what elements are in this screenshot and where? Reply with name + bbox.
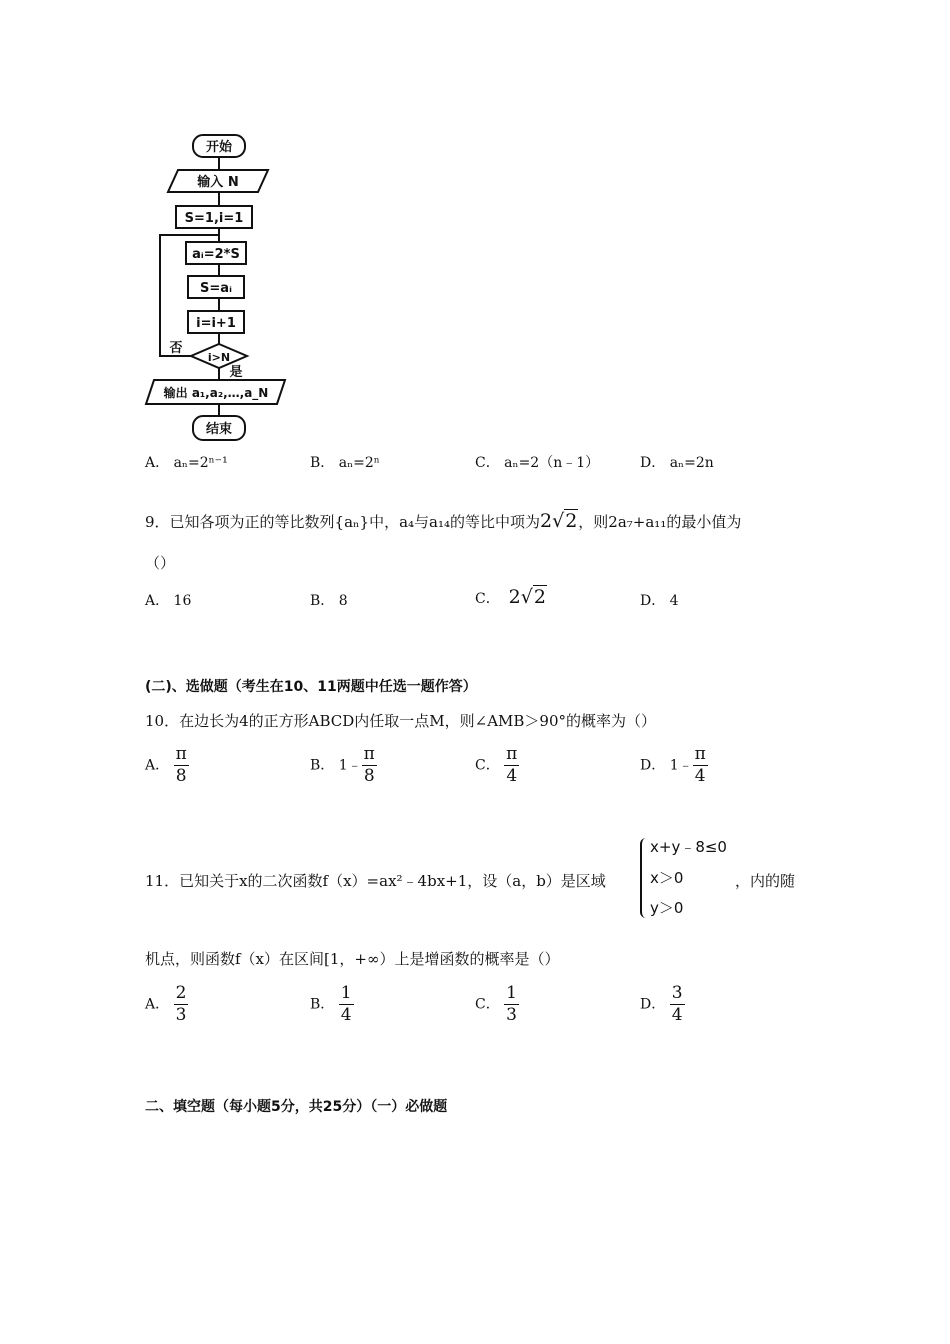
q10-question: 10．在边长为4的正方形ABCD内任取一点M，则∠AMB＞90°的概率为（） [145,712,656,730]
q11-system-line2: x＞0 [650,869,684,887]
flow-step2-label: S=aᵢ [200,281,232,296]
flow-input-label: 输入 N [197,175,239,190]
q11-option-c: C． $\frac{1}{3}$ [475,983,517,1025]
flowchart [140,130,310,445]
q9-paren: （） [145,554,176,572]
q10-option-a: A． $\frac{\pi}{8}$ [145,744,187,786]
q11-system-line3: y＞0 [650,899,684,917]
q11-question-part3: 机点，则函数f（x）在区间[1，+∞）上是增函数的概率是（） [145,950,560,968]
flow-output-label: 输出 a₁,a₂,…,a_N [163,386,269,400]
q8-option-c: C． aₙ=2（n﹣1） [475,455,600,471]
q10-option-c: C． $\frac{\pi}{4}$ [475,744,518,786]
q8-option-b: B． aₙ=2ⁿ [310,455,380,471]
flow-no-label: 否 [169,341,183,356]
flow-init-label: S=1,i=1 [184,211,244,226]
flow-cond-label: i>N [207,351,231,364]
q9-option-d: D． 4 [640,593,679,609]
q11-option-d: D． $\frac{3}{4}$ [640,983,683,1025]
q9-option-b: B． 8 [310,593,348,609]
q11-question-part2: ，内的随 [735,872,796,890]
q11-inequality-system [640,836,750,922]
q9-option-c: C． 2√2 [475,586,546,608]
q9-sqrt-expression: 2√2 [540,510,578,532]
flow-step3-label: i=i+1 [196,316,236,331]
q9-option-a: A． 16 [145,593,192,609]
brace-icon [640,838,648,918]
flow-step1-label: aᵢ=2*S [192,247,240,262]
flow-end-label: 结束 [205,422,233,437]
q11-option-b: B． $\frac{1}{4}$ [310,983,352,1025]
flow-yes-label: 是 [229,365,243,380]
q11-question-part1: 11．已知关于x的二次函数f（x）=ax²﹣4bx+1，设（a，b）是区域 [145,872,606,890]
section-optional-heading: (二)、选做题（考生在10、11两题中任选一题作答） [145,679,477,695]
section-fill-heading: 二、填空题（每小题5分，共25分）（一）必做题 [145,1099,448,1115]
q11-option-a: A． $\frac{2}{3}$ [145,983,187,1025]
flow-start-label: 开始 [205,140,233,155]
q10-option-d: D． 1﹣ $\frac{\pi}{4}$ [640,744,706,786]
q8-option-a: A． aₙ=2ⁿ⁻¹ [145,455,228,471]
q9-question: 9．已知各项为正的等比数列{aₙ}中，a₄与a₁₄的等比中项为2√2，则2a₇+a₁₁的最小值为 [145,510,742,532]
q10-option-b: B． 1﹣ $\frac{\pi}{8}$ [310,744,375,786]
q11-system-line1: x+y﹣8≤0 [650,838,727,856]
q8-option-d: D． aₙ=2n [640,455,714,471]
